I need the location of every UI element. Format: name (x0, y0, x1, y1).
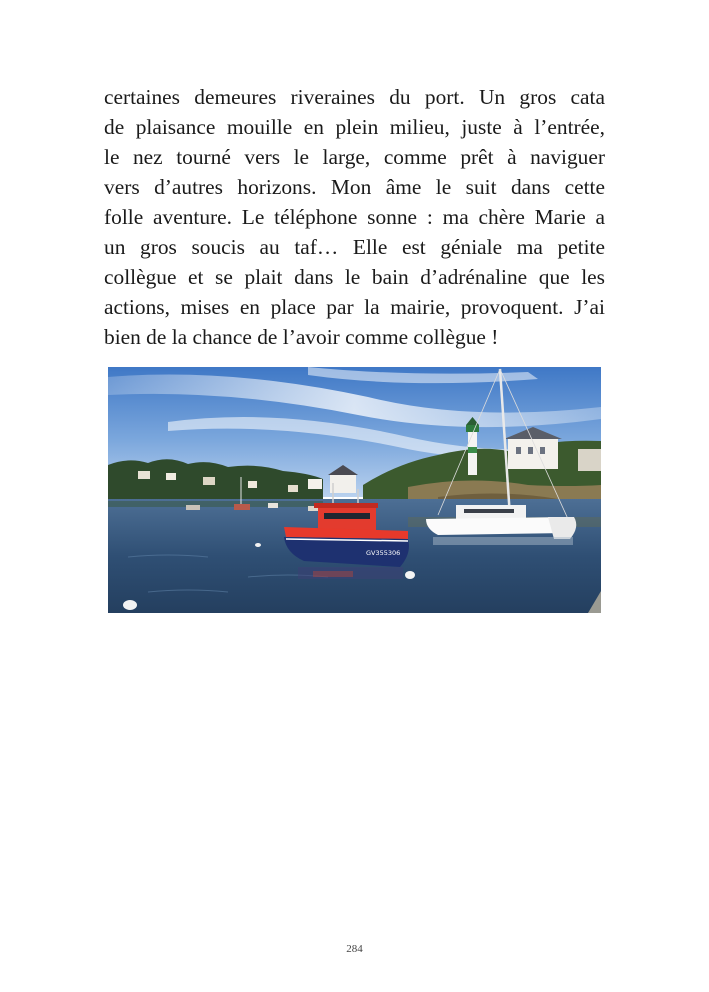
page-number: 284 (346, 943, 363, 955)
body-paragraph (104, 82, 605, 352)
boat-window (324, 513, 370, 519)
house (138, 471, 150, 479)
reflection (108, 501, 323, 507)
house (578, 449, 601, 471)
text-line: bien de la chance de l’avoir comme collègue ! (104, 325, 499, 349)
text-line: collègue et se plait dans le bain d’adrénaline que les (104, 265, 605, 289)
lighthouse-lantern (466, 425, 479, 432)
small-boat (186, 505, 200, 510)
house (166, 473, 176, 480)
buoy (255, 543, 261, 547)
buoy (405, 571, 415, 579)
catamaran-reflection (433, 537, 573, 545)
text-line: vers d’autres horizons. Mon âme le suit dans cette (104, 175, 605, 199)
small-boat (234, 504, 250, 510)
boat-roof (314, 503, 378, 508)
text-line: folle aventure. Le téléphone sonne : ma chère Marie a (104, 205, 605, 229)
text-line: un gros soucis au taf… Elle est géniale ma petite (104, 235, 605, 259)
harbor-photo (108, 367, 601, 613)
small-boat (268, 503, 278, 508)
text-line: actions, mises en place par la mairie, provoquent. J’ai (104, 295, 605, 319)
boat-registration: GV355306 (366, 549, 401, 557)
house (248, 481, 257, 488)
house (203, 477, 215, 485)
window (516, 447, 521, 454)
text-line: de plaisance mouille en plein milieu, juste à l’entrée, (104, 115, 605, 139)
house (330, 475, 356, 493)
house (308, 479, 322, 489)
text-line: le nez tourné vers le large, comme prêt à naviguer (104, 145, 605, 169)
lighthouse-band (468, 447, 477, 453)
buoy (123, 600, 137, 610)
catamaran-window (464, 509, 514, 513)
text-line: certaines demeures riveraines du port. Un gros cata (104, 85, 605, 109)
window (540, 447, 545, 454)
window (528, 447, 533, 454)
boat-reflection (313, 571, 353, 577)
house (288, 485, 298, 492)
